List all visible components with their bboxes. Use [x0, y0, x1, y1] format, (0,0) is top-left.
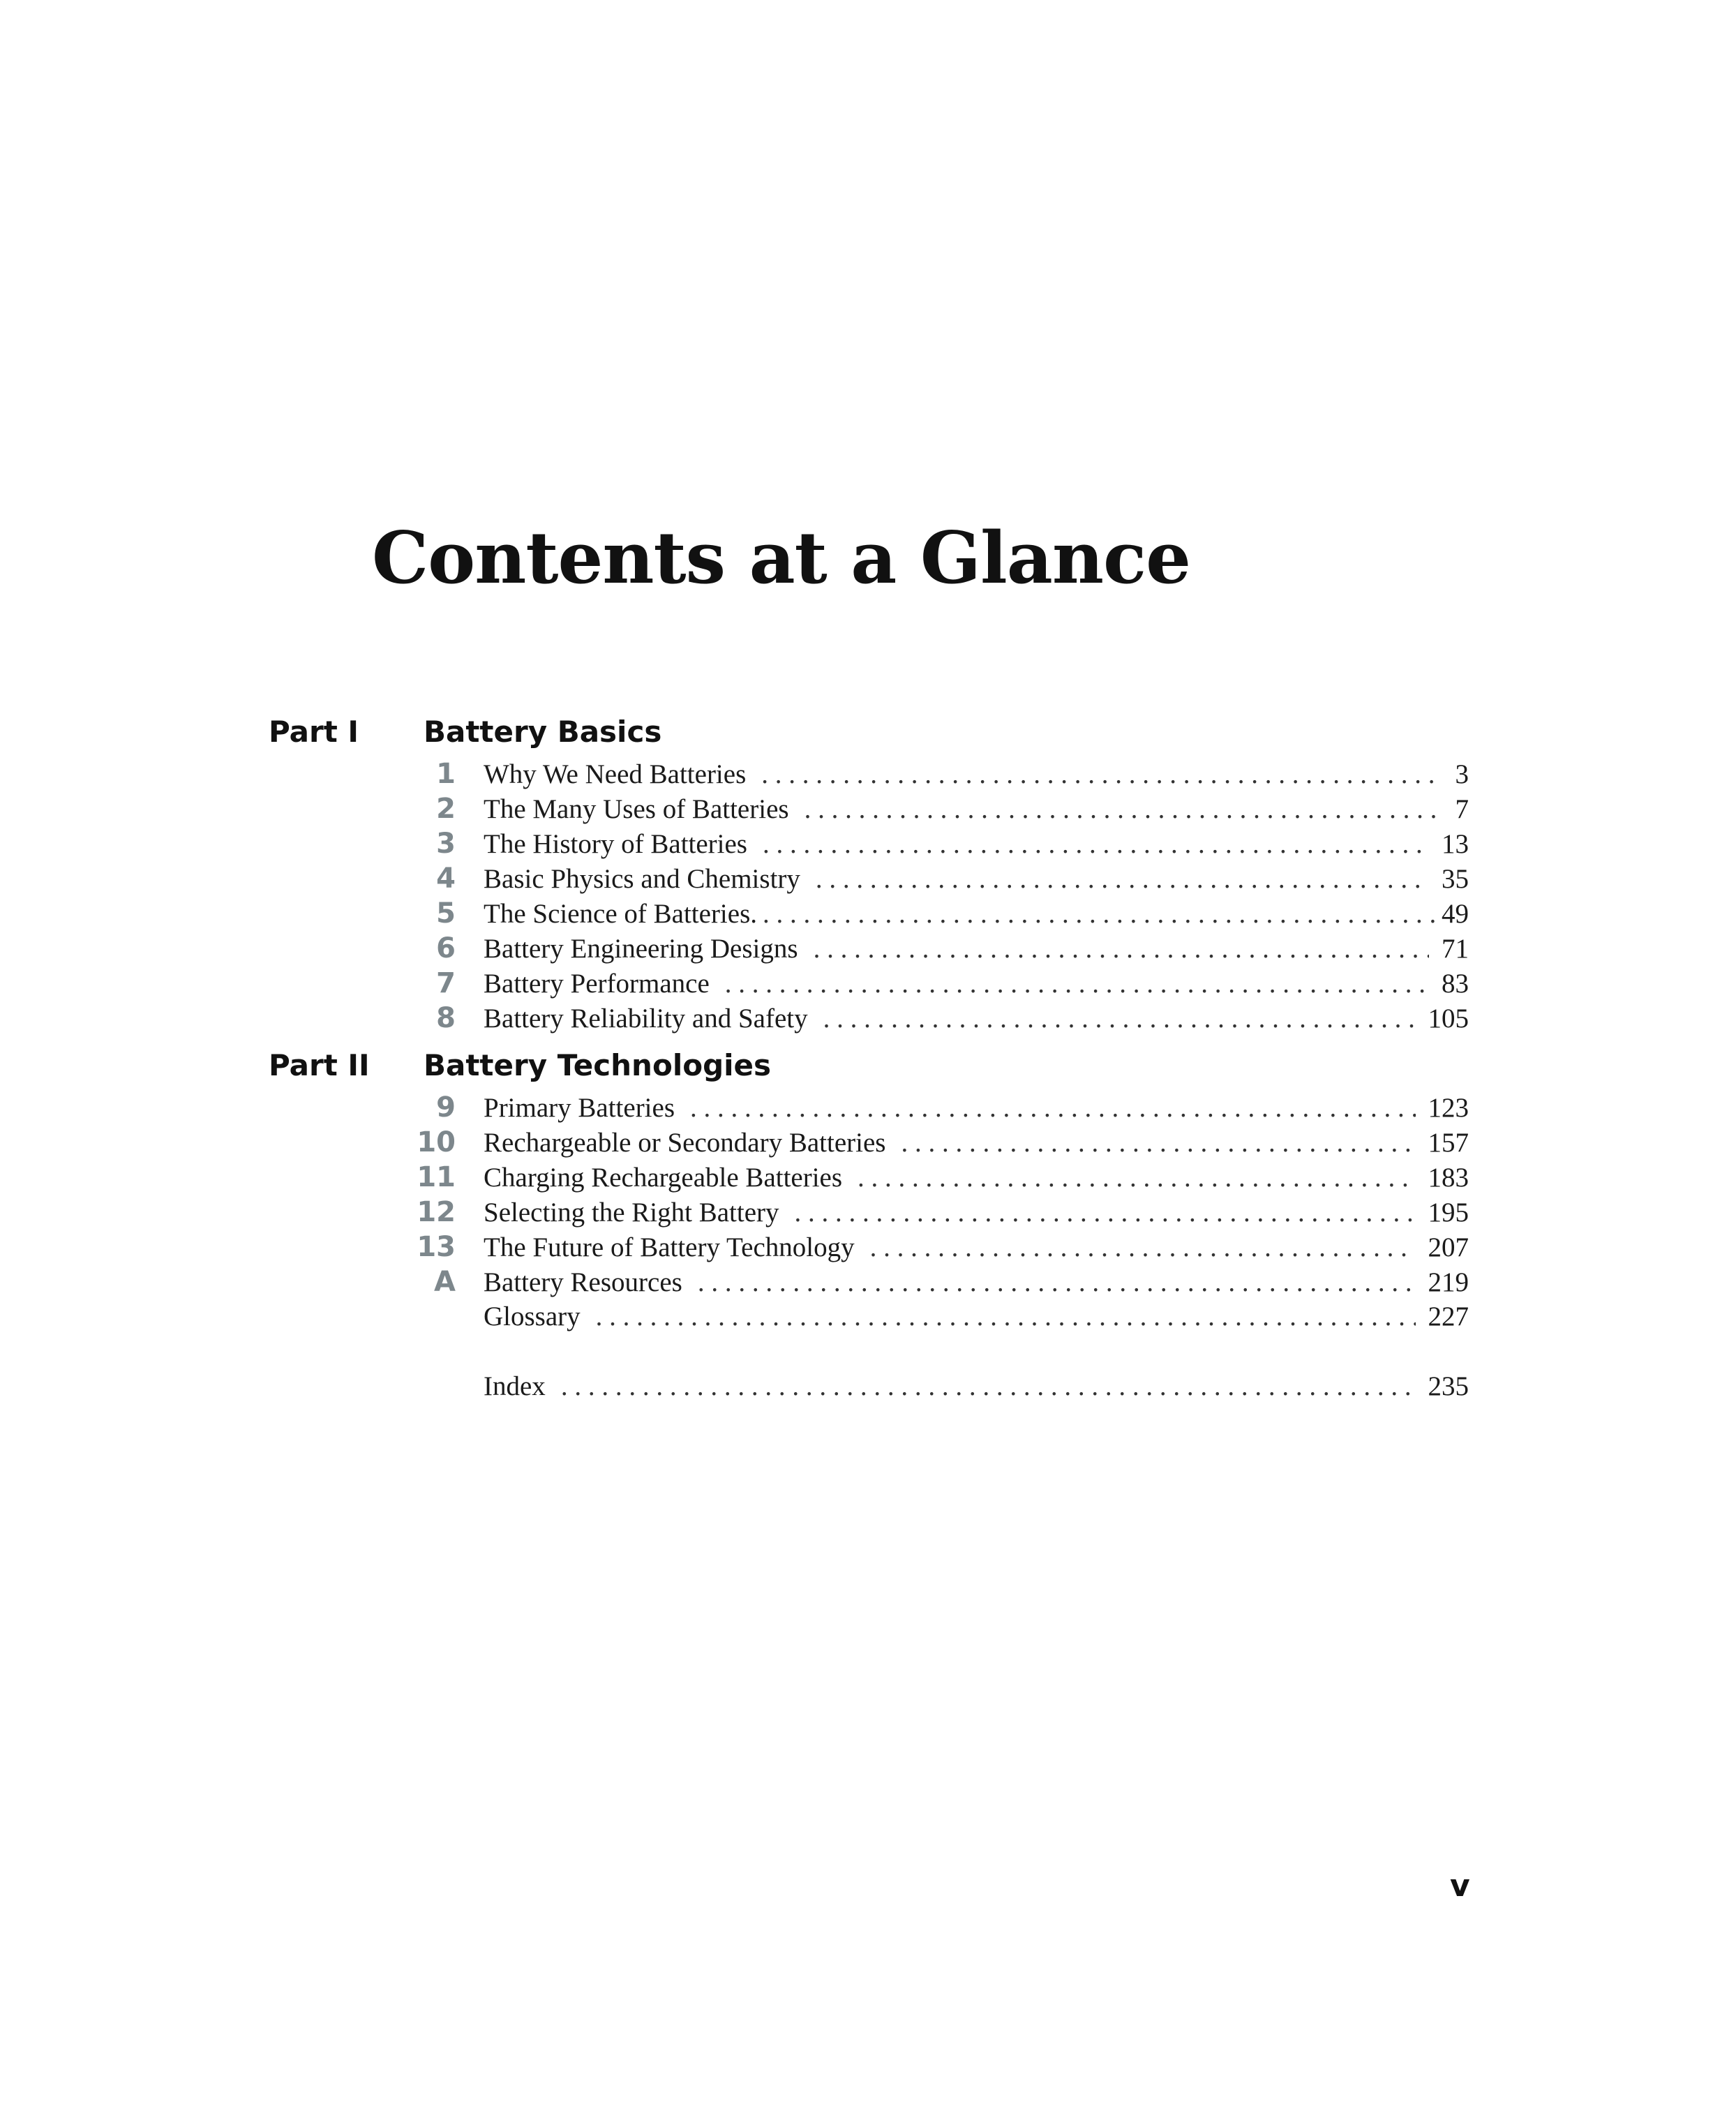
chapter-number: 1 [436, 758, 456, 790]
dot-leader [901, 1126, 1415, 1161]
toc-entry[interactable] [408, 1090, 1469, 1125]
chapter-title: Charging Rechargeable Batteries [484, 1163, 843, 1193]
chapter-number: 9 [436, 1091, 456, 1124]
dot-leader [725, 967, 1429, 1001]
page-title: Contents at a Glance [372, 516, 1191, 600]
toc-entry[interactable] [408, 966, 1469, 1001]
appendix-letter: A [434, 1266, 456, 1298]
chapter-number: 7 [436, 967, 456, 999]
toc-entry[interactable] [408, 931, 1469, 966]
page-number: 183 [1428, 1163, 1469, 1193]
chapter-title: Primary Batteries [484, 1093, 675, 1123]
chapter-title: Battery Resources [484, 1267, 682, 1297]
chapter-title: The Science of Batteries. [484, 899, 757, 929]
chapter-title: Battery Engineering Designs [484, 934, 798, 964]
chapter-title: Glossary [484, 1301, 581, 1332]
page-number: 227 [1428, 1301, 1469, 1332]
chapter-title: Why We Need Batteries [484, 759, 747, 789]
chapter-title: The Future of Battery Technology [484, 1232, 855, 1262]
dot-leader [596, 1299, 1416, 1334]
page-number: 105 [1428, 1004, 1469, 1034]
chapter-title: The History of Batteries [484, 829, 747, 859]
part-title: Battery Technologies [424, 1048, 772, 1082]
page-number: 49 [1442, 899, 1469, 929]
dot-leader [823, 1001, 1416, 1036]
chapter-number: 13 [417, 1231, 456, 1263]
dot-leader [763, 827, 1429, 862]
chapter-title: Rechargeable or Secondary Batteries [484, 1128, 886, 1158]
part-title: Battery Basics [424, 715, 662, 749]
toc-entry[interactable] [408, 861, 1469, 896]
chapter-number: 3 [436, 828, 456, 860]
chapter-number: 8 [436, 1002, 456, 1034]
dot-leader [698, 1265, 1416, 1300]
page-number: 83 [1442, 969, 1469, 999]
toc-entry[interactable] [408, 1195, 1469, 1230]
chapter-title: Battery Reliability and Safety [484, 1004, 808, 1034]
part-label: Part I [269, 715, 359, 749]
toc-entry[interactable] [408, 1265, 1469, 1299]
chapter-title: Basic Physics and Chemistry [484, 864, 800, 894]
toc-entry[interactable] [408, 791, 1469, 826]
dot-leader [561, 1369, 1416, 1404]
dot-leader [763, 897, 1439, 932]
page-number: 3 [1455, 759, 1469, 789]
page-number: 219 [1428, 1267, 1469, 1297]
page-folio: v [1450, 1868, 1470, 1904]
page-number: 13 [1442, 829, 1469, 859]
dot-leader [814, 932, 1429, 967]
toc-list-part-2 [408, 1090, 1469, 1334]
chapter-title: Battery Performance [484, 969, 710, 999]
chapter-number: 6 [436, 932, 456, 964]
chapter-number: 10 [417, 1126, 456, 1158]
toc-entry-index[interactable] [408, 1369, 1469, 1404]
chapter-number: 12 [417, 1196, 456, 1228]
dot-leader [858, 1161, 1415, 1195]
dot-leader [805, 792, 1443, 827]
chapter-number: 11 [417, 1161, 456, 1193]
chapter-title: Selecting the Right Battery [484, 1198, 779, 1228]
toc-entry[interactable] [408, 1160, 1469, 1195]
page-number: 7 [1455, 794, 1469, 824]
page-number: 207 [1428, 1232, 1469, 1262]
chapter-title: The Many Uses of Batteries [484, 794, 789, 824]
chapter-number: 2 [436, 793, 456, 825]
dot-leader [816, 862, 1429, 897]
page-number: 35 [1442, 864, 1469, 894]
toc-entry[interactable] [408, 826, 1469, 861]
dot-leader [795, 1195, 1416, 1230]
toc-list-index [408, 1369, 1469, 1404]
toc-entry[interactable] [408, 1230, 1469, 1265]
dot-leader [690, 1091, 1415, 1126]
toc-entry[interactable] [408, 1001, 1469, 1036]
page-number: 235 [1428, 1371, 1469, 1401]
chapter-number: 4 [436, 863, 456, 895]
toc-entry[interactable] [408, 896, 1469, 931]
dot-leader [761, 757, 1442, 792]
page-number: 157 [1428, 1128, 1469, 1158]
toc-entry[interactable] [408, 756, 1469, 791]
chapter-number: 5 [436, 897, 456, 930]
page-number: 123 [1428, 1093, 1469, 1123]
page-number: 71 [1442, 934, 1469, 964]
chapter-title: Index [484, 1371, 546, 1401]
toc-list-part-1 [408, 756, 1469, 1036]
dot-leader [870, 1230, 1416, 1265]
toc-entry[interactable] [408, 1125, 1469, 1160]
part-label: Part II [269, 1048, 370, 1082]
page-number: 195 [1428, 1198, 1469, 1228]
toc-entry-glossary[interactable] [408, 1299, 1469, 1334]
